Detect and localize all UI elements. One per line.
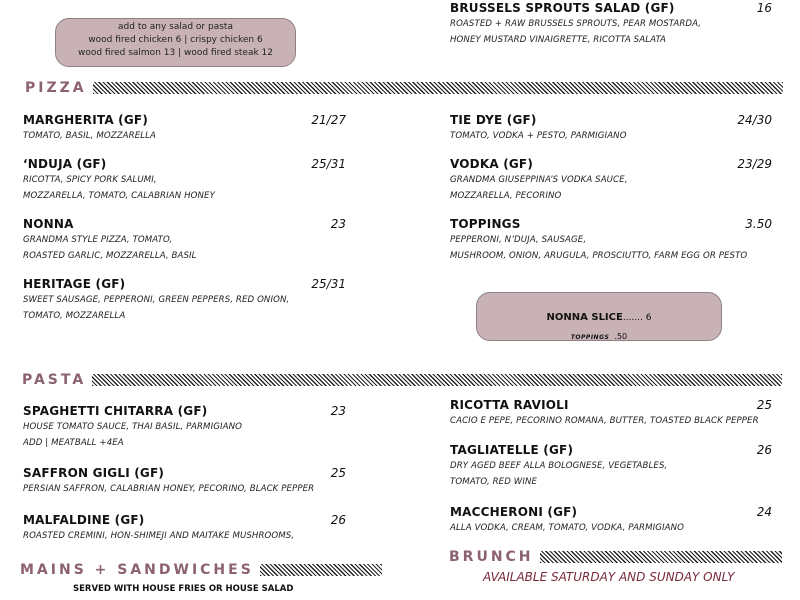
menu-item <box>450 442 772 490</box>
menu-item <box>23 156 346 204</box>
pasta-section-header <box>22 372 782 388</box>
item-name: VODKA (GF) <box>450 157 534 171</box>
add-protein-box <box>55 18 296 67</box>
mains-subtitle: SERVED WITH HOUSE FRIES OR HOUSE SALAD <box>73 584 294 594</box>
menu-item <box>23 465 346 497</box>
item-price: 16 <box>756 1 772 15</box>
brunch-subtitle: AVAILABLE SATURDAY AND SUNDAY ONLY <box>483 570 735 584</box>
stripe-divider <box>260 564 382 576</box>
item-description: RICOTTA, SPICY PORK SALUMI, <box>23 175 157 185</box>
nonna-slice-box <box>476 292 722 341</box>
item-price: 23/29 <box>737 157 772 171</box>
item-description: PERSIAN SAFFRON, CALABRIAN HONEY, PECORINO, BLACK PEPPER <box>23 484 315 494</box>
item-name: MACCHERONI (GF) <box>450 505 578 519</box>
item-description: CACIO E PEPE, PECORINO ROMANA, BUTTER, TOASTED BLACK PEPPER <box>450 416 759 426</box>
item-name: TOPPINGS <box>450 217 521 231</box>
item-name: TAGLIATELLE (GF) <box>450 443 574 457</box>
menu-item <box>23 512 346 544</box>
brunch-section-header <box>449 549 782 565</box>
pizza-section-header <box>25 80 783 96</box>
item-name: BRUSSELS SPROUTS SALAD (GF) <box>450 1 675 15</box>
menu-item <box>450 216 772 264</box>
item-description: TOMATO, MOZZARELLA <box>23 311 126 321</box>
menu-item <box>450 112 772 144</box>
item-price: 21/27 <box>311 113 346 127</box>
item-name: RICOTTA RAVIOLI <box>450 398 569 412</box>
item-price: 26 <box>756 443 772 457</box>
item-name: TIE DYE (GF) <box>450 113 537 127</box>
item-price: 26 <box>330 513 346 527</box>
item-price: 24/30 <box>737 113 772 127</box>
slice-toppings-price: .50 <box>614 332 628 341</box>
item-price: 25/31 <box>311 277 346 291</box>
item-price: 23 <box>330 217 346 231</box>
menu-item <box>23 216 346 264</box>
menu-item <box>450 397 772 429</box>
menu-item <box>450 504 772 536</box>
item-description: ROASTED GARLIC, MOZZARELLA, BASIL <box>23 251 197 261</box>
item-name: HERITAGE (GF) <box>23 277 126 291</box>
item-name: NONNA <box>23 217 74 231</box>
item-description: SWEET SAUSAGE, PEPPERONI, GREEN PEPPERS, RED ONION, <box>23 295 290 305</box>
addon-line: wood fired chicken 6 | crispy chicken 6 <box>88 35 263 45</box>
stripe-divider <box>93 82 783 94</box>
item-description: TOMATO, VODKA + PESTO, PARMIGIANO <box>450 131 627 141</box>
addon-line: wood fired salmon 13 | wood fired steak 12 <box>77 48 273 58</box>
section-title: BRUNCH <box>449 549 534 565</box>
item-description: TOMATO, RED WINE <box>450 477 538 487</box>
item-name: ‘NDUJA (GF) <box>23 157 107 171</box>
section-title: PIZZA <box>25 80 87 96</box>
stripe-divider <box>540 551 782 563</box>
menu-item <box>450 0 772 48</box>
item-name: SAFFRON GIGLI (GF) <box>23 466 165 480</box>
item-price: 25 <box>330 466 346 480</box>
slice-name: NONNA SLICE <box>546 312 623 323</box>
item-description: ADD | MEATBALL +4EA <box>23 438 124 448</box>
item-name: MARGHERITA (GF) <box>23 113 148 127</box>
item-description: ROASTED + RAW BRUSSELS SPROUTS, PEAR MOSTARDA, <box>450 19 702 29</box>
item-price: 23 <box>330 404 346 418</box>
item-name: SPAGHETTI CHITARRA (GF) <box>23 404 208 418</box>
item-description: ROASTED CREMINI, HON-SHIMEJI AND MAITAKE MUSHROOMS, <box>23 531 295 541</box>
menu-item <box>23 276 346 324</box>
item-price: 24 <box>756 505 772 519</box>
item-price: 3.50 <box>745 217 772 231</box>
section-title: MAINS + SANDWICHES <box>20 562 254 578</box>
addon-line: add to any salad or pasta <box>118 22 233 32</box>
menu-item <box>23 403 346 451</box>
item-description: MUSHROOM, ONION, ARUGULA, PROSCIUTTO, FARM EGG OR PESTO <box>450 251 748 261</box>
item-description: MOZZARELLA, TOMATO, CALABRIAN HONEY <box>23 191 215 201</box>
slice-price: ....... 6 <box>622 313 652 323</box>
section-title: PASTA <box>22 372 87 388</box>
item-name: MALFALDINE (GF) <box>23 513 145 527</box>
item-description: PEPPERONI, N’DUJA, SAUSAGE, <box>450 235 587 245</box>
menu-item <box>23 112 346 144</box>
item-description: MOZZARELLA, PECORINO <box>450 191 562 201</box>
item-description: GRANDMA STYLE PIZZA, TOMATO, <box>23 235 173 245</box>
item-price: 25/31 <box>311 157 346 171</box>
item-description: HONEY MUSTARD VINAIGRETTE, RICOTTA SALATA <box>450 35 666 45</box>
stripe-divider <box>92 374 782 386</box>
mains-section-header <box>20 562 382 578</box>
menu-item <box>450 156 772 204</box>
item-description: TOMATO, BASIL, MOZZARELLA <box>23 131 157 141</box>
item-description: DRY AGED BEEF ALLA BOLOGNESE, VEGETABLES, <box>450 461 668 471</box>
item-description: ALLA VODKA, CREAM, TOMATO, VODKA, PARMIGIANO <box>450 523 685 533</box>
item-price: 25 <box>756 398 772 412</box>
slice-toppings-label: TOPPINGS <box>570 334 610 341</box>
item-description: HOUSE TOMATO SAUCE, THAI BASIL, PARMIGIANO <box>23 422 242 432</box>
item-description: GRANDMA GIUSEPPINA’S VODKA SAUCE, <box>450 175 628 185</box>
